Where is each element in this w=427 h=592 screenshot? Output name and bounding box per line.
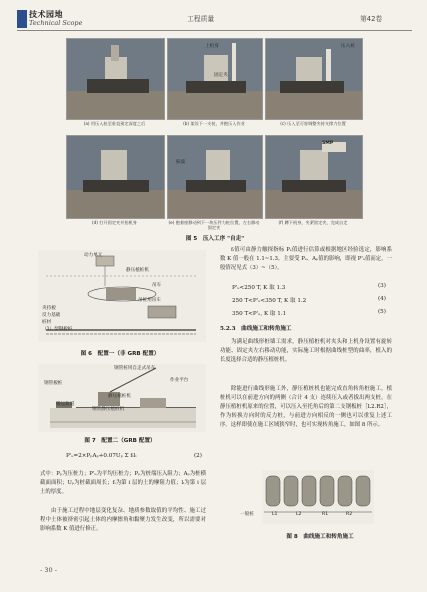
condition-3-number: (3) — [378, 283, 386, 289]
condition-5: 350 T<P'ᵤ, K 取 1.1 — [232, 311, 287, 317]
fig5-caption-e: (e) 抱着座移动到下一块压件力桩位置，左右移动固定夹 — [168, 220, 260, 230]
fig8-label-r1: R1 — [322, 512, 329, 517]
fig6-label-crane: 吊车 — [152, 283, 162, 288]
fig5-title: 图 5 压入工序 "自走" — [185, 236, 245, 242]
fig6-label-sheet-pile: （1）型钢板桩 — [42, 327, 73, 332]
fig5-label-smp: SMP — [322, 141, 334, 146]
journal-name: 工程质量 — [187, 15, 215, 23]
fig8-label-l1: L1 — [272, 512, 278, 517]
fig6-label-pile: 桩材 — [42, 320, 52, 325]
fig8-title: 图 8 曲线施工和转角施工 — [286, 534, 354, 540]
fig5-photo-c — [265, 38, 363, 120]
page-number: - 30 - — [40, 566, 58, 574]
fig7-label-crawler-crane: 钢管桩用自走式吊车 — [114, 366, 156, 371]
section-heading-5-2-3: 5.2.3 曲线施工和转角施工 — [220, 326, 292, 332]
fig5-label-vibration: 振波 — [176, 160, 186, 165]
equation-2-number: (2) — [194, 453, 202, 459]
fig7-title: 图 7 配置二（GRB 配置） — [84, 438, 156, 444]
fig7-label-press: 静压植桩机 — [108, 394, 131, 399]
header-rule — [17, 30, 412, 31]
fig8-label-r2: R2 — [346, 512, 353, 517]
fig5-label-clamp: 固定夹 — [214, 73, 228, 78]
equation-2: P'ᵤ=2×PₚAₚ+0.07Uₚ Σ fᵢlᵢ — [66, 453, 137, 459]
fig6-label-press: 静压植桩机 — [126, 268, 149, 273]
right-para-2: 为满足曲线形桩墙工需求，静压植桩机对夹头和上机身设置有旋转功能、固定夹左右移动功能，实际施工时根据曲线桩型的曲率，植入的长度选择合适的静压植桩机。 — [220, 339, 392, 363]
fig5-photo-e — [167, 135, 263, 219]
fig8-label-l2: L2 — [296, 512, 302, 517]
right-para-1: fᵢ值可由静力触探指标 Pₛ值进行估算或根据地区经验选定，影响系数 K 值一般在 1.1~1.3。主要受 Pₛ、Aₚ值的影响，即视 P'ᵤ值而定。一般情况见式（3）~（5）。 — [220, 247, 392, 271]
fig5-caption-c: (c) 压入至可容调整夹持支撑力位置 — [280, 121, 346, 126]
fig6-title: 图 6 配置一（非 GRB 配置） — [80, 351, 160, 357]
condition-3: P'ᵤ<250 T, K 取 1.3 — [232, 285, 286, 291]
fig5-photo-a — [66, 38, 165, 120]
fig6-label-pile-crane: 吊桩用吊车 — [138, 298, 161, 303]
left-para-2: 由于施工过程中地层变化复杂、地质参数取值的平均性、施工过程中土体被挤密引起土体的内摩擦角和黏聚力发生改变，所以需要对影响系数 K 值进行修正。 — [40, 508, 206, 532]
fig6-label-power: 动力单元 — [84, 253, 103, 258]
fig5-label-pile: 压入桩 — [341, 44, 355, 49]
fig7-label-platform: 作业平台 — [170, 378, 189, 383]
left-para-1: 式中：Pₚ为压桩力；P'ᵤ为平均压桩力；Pₚ为桩端压入阻力；Aₚ为桩横截面面积；Uₚ为桩截面周长；fᵢ为第 i 层的土的摩阻力值；lᵢ为第 i 层土的厚度。 — [40, 471, 206, 495]
fig5-caption-d: (d) 打开固定夹并抬机身 — [92, 220, 137, 225]
fig7-label-rail: 搬运轨道 — [56, 402, 75, 407]
fig6-label-reaction: 反力基础 — [42, 313, 61, 318]
fig8-label-general-pile: 一般桩 — [240, 512, 254, 517]
fig5-photo-f — [265, 135, 363, 219]
fig5-photo-b — [167, 38, 263, 120]
journal-volume: 第42卷 — [360, 15, 383, 23]
fig5-caption-f: (f) 蹲下机身，夹紧固定夹，完成自走 — [278, 220, 348, 225]
fig8-diagram — [262, 470, 374, 524]
right-para-3: 除能进行曲线形施工外，静压植桩机也能完成直角转角桩施工。植桩机可以在前进方向的两侧（合计 4 支）连续压入或者拔出两支桩。在静压植桩机原来的位置，可以压入至托角后的第二支钢板桩［L2.R2］，作为转换方向时的反力桩，与前进方向相反的一侧也可以重复上述工序。这样即使在施工区域狭窄时，也可实现转角施工，如图 8 所示。 — [220, 386, 392, 428]
column-subtitle: Technical Scope — [29, 19, 83, 27]
condition-4-number: (4) — [378, 296, 386, 302]
fig6-label-clamp-plate: 夹持板 — [42, 306, 56, 311]
fig5-caption-a: (a) 用压入桩至垂直预定深度之后 — [83, 121, 146, 126]
column-title: 技术园地 — [29, 10, 63, 19]
fig7-label-steel-pipe-pile: 钢管板桩 — [44, 381, 63, 386]
fig5-caption-b: (b) 架设下一支桩，并抱压入作业 — [183, 121, 245, 126]
condition-4: 250 T<P'ᵤ<350 T, K 取 1.2 — [232, 298, 307, 304]
condition-5-number: (5) — [378, 309, 386, 315]
fig5-label-upper-body: 上机身 — [205, 44, 219, 49]
fig7-label-pipe-press: 钢管静压植桩机 — [92, 407, 125, 412]
fig5-photo-d — [66, 135, 165, 219]
column-logo-block — [17, 10, 27, 28]
